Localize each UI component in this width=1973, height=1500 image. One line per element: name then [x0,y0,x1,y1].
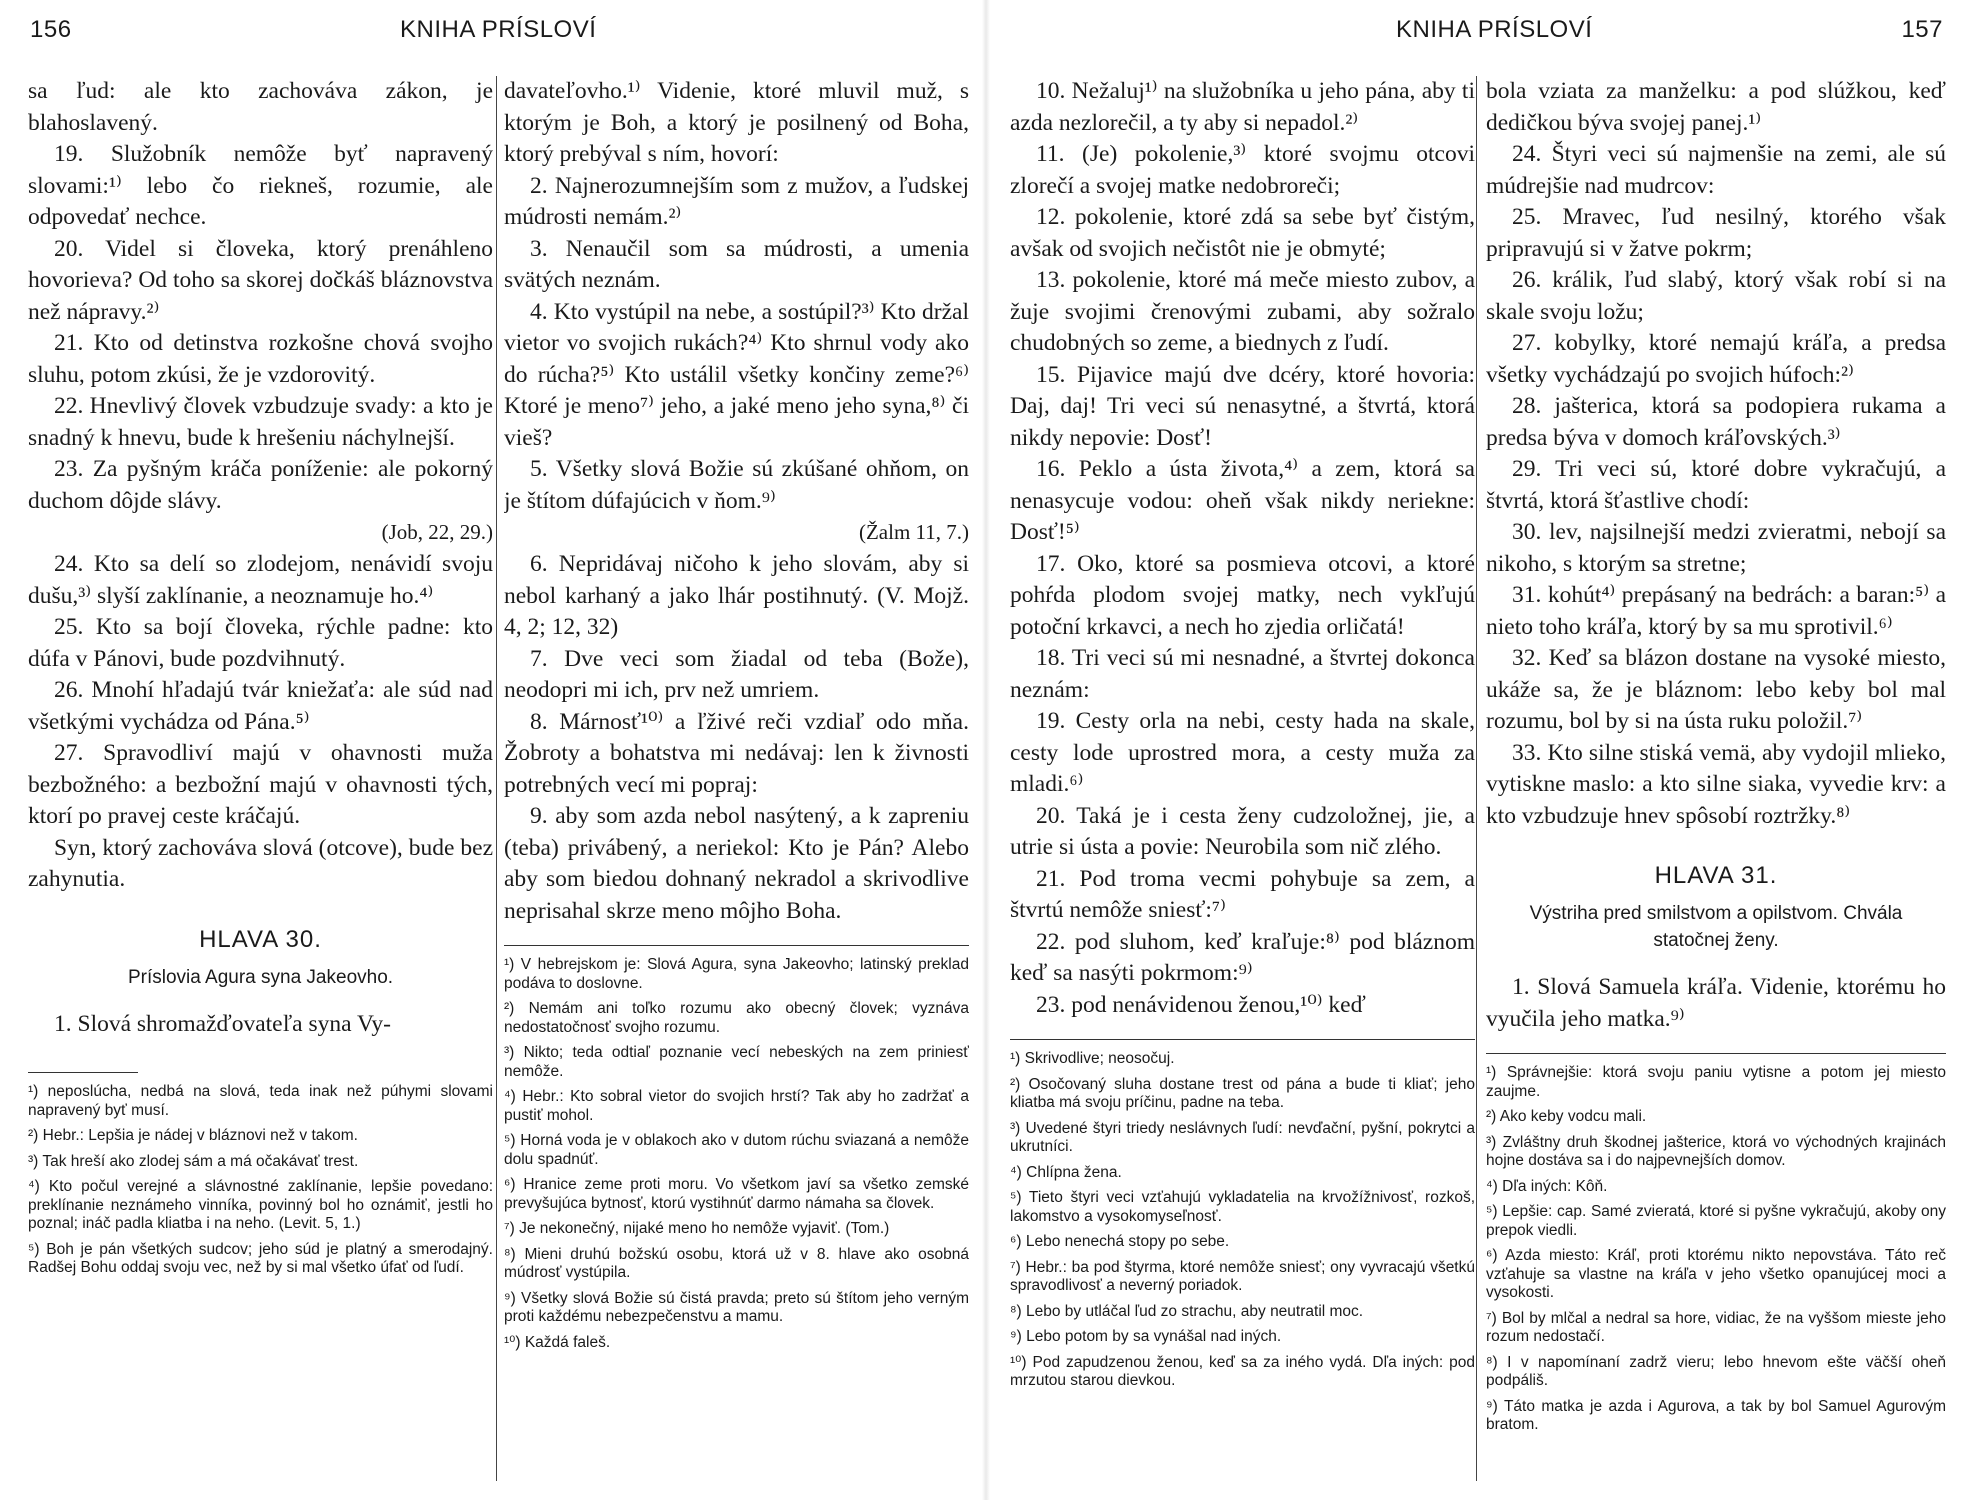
verse-paragraph: 30. lev, najsilnejší medzi zvieratmi, nebojí sa nikoho, s ktorým sa stretne; [1486,519,1946,577]
running-title: KNIHA PRÍSLOVÍ [1396,16,1593,43]
footnote: ⁷) Je nekonečný, nijaké meno ho nemôže vyjaviť. (Tom.) [504,1220,890,1237]
verse-list [1010,76,1475,1021]
footnote: ²) Osočovaný sluha dostane trest od pána a bude ti kliať; jeho kliatba má svoju príčinu, padne na teba. [1010,1075,1475,1111]
verse-paragraph: 26. Mnohí hľadajú tvár kniežaťa: ale súd nad všetkými vychádza od Pána.⁵⁾ [28,677,493,735]
footnote-list [504,956,969,1352]
verse-list [1486,76,1946,832]
footnote: ¹) Správnejšie: ktorá svoju paniu vytisne a potom jej miesto zaujme. [1486,1064,1946,1100]
footnote: ⁷) Hebr.: ba pod štyrma, ktoré nemôže sniesť; ony vyvracajú všetkú spravodlivosť a neverný poriadok. [1010,1258,1475,1294]
verse-paragraph: 19. Služobník nemôže byť napravený slovami:¹⁾ lebo čo riekneš, rozumie, ale odpovedať nechce. [28,141,493,230]
footnote: ⁵) Boh je pán všetkých sudcov; jeho súd je platný a smerodajný. Radšej Bohu oddaj svoju vec, než by si mal všetko úfať od ľudí. [28,1240,493,1276]
running-header [988,8,1973,48]
verse-paragraph: 20. Taká je i cesta ženy cudzoložnej, jie, a utrie si ústa a povie: Neurobila som nič zlého. [1010,802,1475,860]
verse-paragraph: 19. Cesty orla na nebi, cesty hada na skale, cesty lode uprostred mora, a cesty muža za mladi.⁶⁾ [1010,708,1475,797]
cross-reference: (Job, 22, 29.) [381,520,493,544]
footnote: ¹) neposlúcha, nedbá na slová, teda inak než púhymi slovami napravený byť musí. [28,1083,493,1119]
verse-paragraph: 5. Všetky slová Božie sú zkúšané ohňom, on je štítom dúfajúcich v ňom.⁹⁾ [504,456,969,514]
footnote: ¹) V hebrejskom je: Slová Agura, syna Jakeovho; latinský preklad podáva to doslovne. [504,956,969,992]
chapter-subtitle: Príslovia Agura syna Jakeovho. [127,966,394,988]
column-divider [1476,76,1477,1481]
text-column-2 [504,76,969,1486]
footnote: ⁹) Táto matka je azda i Agurova, a tak by bol Samuel Agurovým bratom. [1486,1397,1946,1433]
verse-paragraph: 6. Nepridávaj ničoho k jeho slovám, aby si nebol karhaný a jako lhár postihnutý. (V. Mojž. 4, 2; 12, 32) [504,551,969,640]
text-column-1 [28,76,493,1486]
verse-paragraph: 22. Hnevlivý človek vzbudzuje svady: a kto je snadný k hnevu, bude k hrešeniu náchylnejší. [28,393,493,451]
verse-paragraph: 27. Spravodliví majú v ohavnosti muža bezbožného: a bezbožní majú v ohavnosti tých, ktorí po pravej ceste kráčajú. [28,740,493,829]
footnote: ⁶) Lebo nenechá stopy po sebe. [1010,1233,1230,1250]
footnote: ⁹) Všetky slová Božie sú čistá pravda; preto sú štítom jeho verným proti každému nebezpečenstvu a mamu. [504,1289,969,1325]
footnote: ³) Zvláštny druh škodnej jašterice, ktorá vo východných krajinách hojne dostáva sa i do najpevnejších domov. [1486,1133,1946,1169]
verse-paragraph: 21. Pod troma vecmi pohybuje sa zem, a štvrtú nemôže sniesť:⁷⁾ [1010,865,1475,923]
verse-paragraph: 9. aby som azda nebol nasýtený, a k zapreniu (teba) privábený, a neriekol: Kto je Pán? Alebo aby som biedou dohnaný nekradol a skrivodlive neprisahal skrze meno môjho Boha. [504,803,969,924]
verse-paragraph: 33. Kto silne stiská vemä, aby vydojil mlieko, vytiskne maslo: a kto silne siaka, vyvedie krv: a kto vzbudzuje hnev spôsobí roztržky.⁸⁾ [1486,739,1946,829]
verse-paragraph: 31. kohút⁴⁾ prepásaný na bedrách: a baran:⁵⁾ a nieto toho kráľa, ktorý by sa mu sprotivil.⁶⁾ [1486,582,1946,640]
footnote-rule [1486,1053,1946,1054]
chapter-heading: HLAVA 31. [1654,862,1778,889]
chapter-heading: HLAVA 30. [199,925,322,953]
footnote: ⁵) Horná voda je v oblakoch ako v dutom rúchu sviazaná a nemôže dolu spadnúť. [504,1132,969,1168]
column-divider [496,76,497,1481]
verse-paragraph: 29. Tri veci sú, ktoré dobre vykračujú, a štvrtá, ktorá šťastlive chodí: [1486,456,1946,514]
chapter-first-verse: 1. Slová Samuela kráľa. Videnie, ktorému ho vyučila jeho matka.⁹⁾ [1486,974,1946,1032]
verse-paragraph: 15. Pijavice majú dve dcéry, ktoré hovoria: Daj, daj! Tri veci sú nenasytné, a štvrtá, ktorá nikdy nepovie: Dosť! [1010,361,1475,451]
verse-paragraph: 2. Najnerozumnejším som z mužov, a ľudskej múdrosti nemám.²⁾ [504,172,969,230]
footnote: ⁴) Chlípna žena. [1010,1163,1122,1181]
footnote: ⁵) Tieto štyri veci vzťahujú vykladatelia na krvožížnivosť, rozkoš, lakomstvo a vysokomyseľnosť. [1010,1189,1475,1225]
footnote: ⁸) Lebo by utláčal ľud zo strachu, aby neutratil moc. [1010,1302,1364,1320]
verse-paragraph: 8. Márnosť¹⁰⁾ a ľživé reči vzdiaľ odo mňa. Žobroty a bohatstva mi nedávaj: len k živnosti potrebných vecí mi popraj: [504,708,969,798]
page-number: 157 [1901,16,1943,43]
footnote: ⁸) Mieni druhú božskú osobu, ktorá už v 8. hlave ako osobná múdrosť vystúpila. [504,1245,969,1281]
verse-paragraph: 32. Keď sa blázon dostane na vysoké miesto, ukáže sa, že je bláznom: lebo keby bol mal rozumu, bol by si na ústa ruku položil.⁷⁾ [1486,645,1946,734]
footnote-rule [504,945,969,946]
page-number: 156 [30,16,72,43]
running-title: KNIHA PRÍSLOVÍ [400,16,597,43]
verse-paragraph: 13. pokolenie, ktoré má meče miesto zubov, a žuje svojimi črenovými zubami, aby sožralo chudobných so zeme, a biednych z ľudí. [1010,267,1475,356]
footnote: ³) Tak hreší ako zlodej sám a má očakávať trest. [28,1152,359,1170]
footnote-rule [28,1072,138,1073]
footnote: ⁴) Kto počul verejné a slávnostné zaklínanie, lepšie povedano: preklínanie neznámeho vinníka, povinný bol ho oznámiť, jestli ho poznal; ináč padla kliatba i na neho. (Levit. 5, 1.) [28,1178,493,1232]
verse-list [28,76,493,517]
footnote: ¹⁰) Každá faleš. [504,1333,611,1351]
text-column-1 [1010,76,1475,1486]
verse-paragraph: 24. Štyri veci sú najmenšie na zemi, ale sú múdrejšie nad mudrcov: [1486,141,1946,199]
footnote: ⁶) Hranice zeme proti moru. Vo všetkom javí sa všetko zemské prevyšujúca bytnosť, ktorú vystihnúť darmo námaha sa človek. [504,1176,969,1212]
verse-paragraph: 27. kobylky, ktoré nemajú kráľa, a predsa všetky vychádzajú po svojich húfoch:²⁾ [1486,330,1946,388]
verse-paragraph: 20. Videl si človeka, ktorý prenáhleno hovorieva? Od toho sa skorej dočkáš bláznovstva než nápravy.²⁾ [28,235,493,325]
verse-paragraph: 7. Dve veci som žiadal od teba (Bože), neodopri mi ich, prv než umriem. [504,645,969,703]
footnote: ⁸) I v napomínaní zadrž vieru; lebo hnevom ešte väčší oheň podpáliš. [1486,1353,1946,1389]
footnote-list [1486,1064,1946,1435]
verse-list [504,76,969,517]
footnote: ⁶) Azda miesto: Kráľ, proti ktorému nikto nepovstáva. Táto reč vzťahuje sa vlastne na kráľa v jeho všetko opanujúcej moci a vysokosti. [1486,1247,1946,1301]
footnote: ¹) Skrivodlive; neosočuj. [1010,1050,1175,1067]
chapter-first-verse: 1. Slová shromažďovateľa syna Vy- [54,1010,391,1037]
footnote: ⁵) Lepšie: cap. Samé zvieratá, ktoré si pyšne vykračujú, akoby ony prepok viedli. [1486,1203,1946,1239]
footnote: ²) Ako keby vodcu mali. [1486,1108,1647,1125]
footnote: ⁴) Hebr.: Kto sobral vietor do svojich hrstí? Tak aby ho zadržať a pustiť mohol. [504,1088,969,1124]
verse-paragraph: 10. Nežaluj¹⁾ na služobníka u jeho pána, aby ti azda nezlorečil, a ty aby si nepadol.²⁾ [1010,78,1475,136]
right-page [988,0,1973,1500]
verse-paragraph: 18. Tri veci sú mi nesnadné, a štvrtej dokonca neznám: [1010,645,1475,703]
verse-paragraph: 22. pod sluhom, keď kraľuje:⁸⁾ pod bláznom keď sa nasýti pokrmom:⁹⁾ [1010,928,1475,986]
verse-paragraph: bola vziata za manželku: a pod slúžkou, keď dedičkou býva svojej panej.¹⁾ [1486,78,1946,136]
verse-paragraph: 26. králik, ľud slabý, ktorý však robí si na skale svoju ložu; [1486,267,1946,325]
footnote-rule [1010,1039,1475,1040]
verse-paragraph: Syn, ktorý zachováva slová (otcove), bude bez zahynutia. [28,834,493,892]
verse-paragraph: 28. jašterica, ktorá sa podopiera rukama a predsa býva v domoch kráľovských.³⁾ [1486,393,1946,451]
cross-reference: (Žalm 11, 7.) [858,520,969,544]
verse-paragraph: 11. (Je) pokolenie,³⁾ ktoré svojmu otcovi zlorečí a svojej matke nedobroreči; [1010,141,1475,199]
footnote: ⁴) Dľa iných: Kôň. [1486,1177,1608,1195]
footnote: ³) Uvedené štyri triedy neslávnych ľudí: nevďační, pyšní, pokrytci a ukrutníci. [1010,1119,1475,1155]
footnote: ⁹) Lebo potom by sa vynášal nad iných. [1010,1328,1282,1345]
footnote: ²) Hebr.: Lepšia je nádej v bláznovi než v takom. [28,1127,358,1144]
verse-paragraph: 25. Mravec, ľud nesilný, ktorého však pripravujú si v žatve pokrm; [1486,204,1946,262]
footnote: ¹⁰) Pod zapudzenou ženou, keď sa za iného vydá. Dľa iných: pod mrzutou starou dievkou. [1010,1353,1475,1389]
footnote: ²) Nemám ani toľko rozumu ako obecný človek; vyznáva nedostatočnosť svojho rozumu. [504,1000,969,1036]
verse-paragraph: davateľovho.¹⁾ Videnie, ktoré mluvil muž, s ktorým je Boh, a ktorý je posilnený od Boha, ktorý prebýval s ním, hovorí: [504,78,969,167]
verse-paragraph: 23. Za pyšným kráča poníženie: ale pokorný duchom dôjde slávy. [28,456,493,514]
verse-paragraph: 16. Peklo a ústa života,⁴⁾ a zem, ktorá sa nenasycuje vodou: oheň však nikdy neriekne: Dosť!⁵⁾ [1010,456,1475,545]
chapter-subtitle: Výstriha pred smilstvom a opilstvom. Chvála statočnej ženy. [1529,903,1903,951]
verse-paragraph: 3. Nenaučil som sa múdrosti, a umenia svätých neznám. [504,235,969,293]
verse-paragraph: 17. Oko, ktoré sa posmieva otcovi, a ktoré pohŕda plodom svojej matky, nech vykľujú potoční krkavci, a nech ho zjedia orličatá! [1010,550,1475,640]
verse-paragraph: 25. Kto sa bojí človeka, rýchle padne: kto dúfa v Pánovi, bude pozdvihnutý. [28,614,493,672]
verse-paragraph: 21. Kto od detinstva rozkošne chová svojho sluhu, potom zkúsi, že je vzdorovitý. [28,330,493,388]
verse-paragraph: 12. pokolenie, ktoré zdá sa sebe byť čistým, avšak od svojich nečistôt nie je obmyté; [1010,204,1475,262]
verse-paragraph: sa ľud: ale kto zachováva zákon, je blahoslavený. [28,78,493,136]
verse-paragraph: 4. Kto vystúpil na nebe, a sostúpil?³⁾ Kto držal vietor vo svojich rukách?⁴⁾ Kto shrnul vody ako do rúcha?⁵⁾ Kto ustálil všetky končiny zeme?⁶⁾ Ktoré je meno⁷⁾ jeho, a jaké meno jeho syna,⁸⁾ či vieš? [504,298,969,451]
left-page [0,0,985,1500]
footnote-list [1010,1050,1475,1391]
verse-list [504,549,969,927]
verse-list [28,549,493,896]
text-column-2 [1486,76,1946,1486]
verse-paragraph: 23. pod nenávidenou ženou,¹⁰⁾ keď [1036,991,1366,1018]
footnote: ³) Nikto; teda odtiaľ poznanie vecí nebeských na zem priniesť nemôže. [504,1044,969,1080]
footnote-list [28,1083,493,1278]
verse-paragraph: 24. Kto sa delí so zlodejom, nenávidí svoju dušu,³⁾ slyší zaklínanie, a neoznamuje ho.⁴⁾ [28,551,493,609]
footnote: ⁷) Bol by mlčal a nedral sa hore, vidiac, že na vyššom mieste jeho rozum nedostačí. [1486,1309,1946,1345]
running-header [0,8,985,48]
